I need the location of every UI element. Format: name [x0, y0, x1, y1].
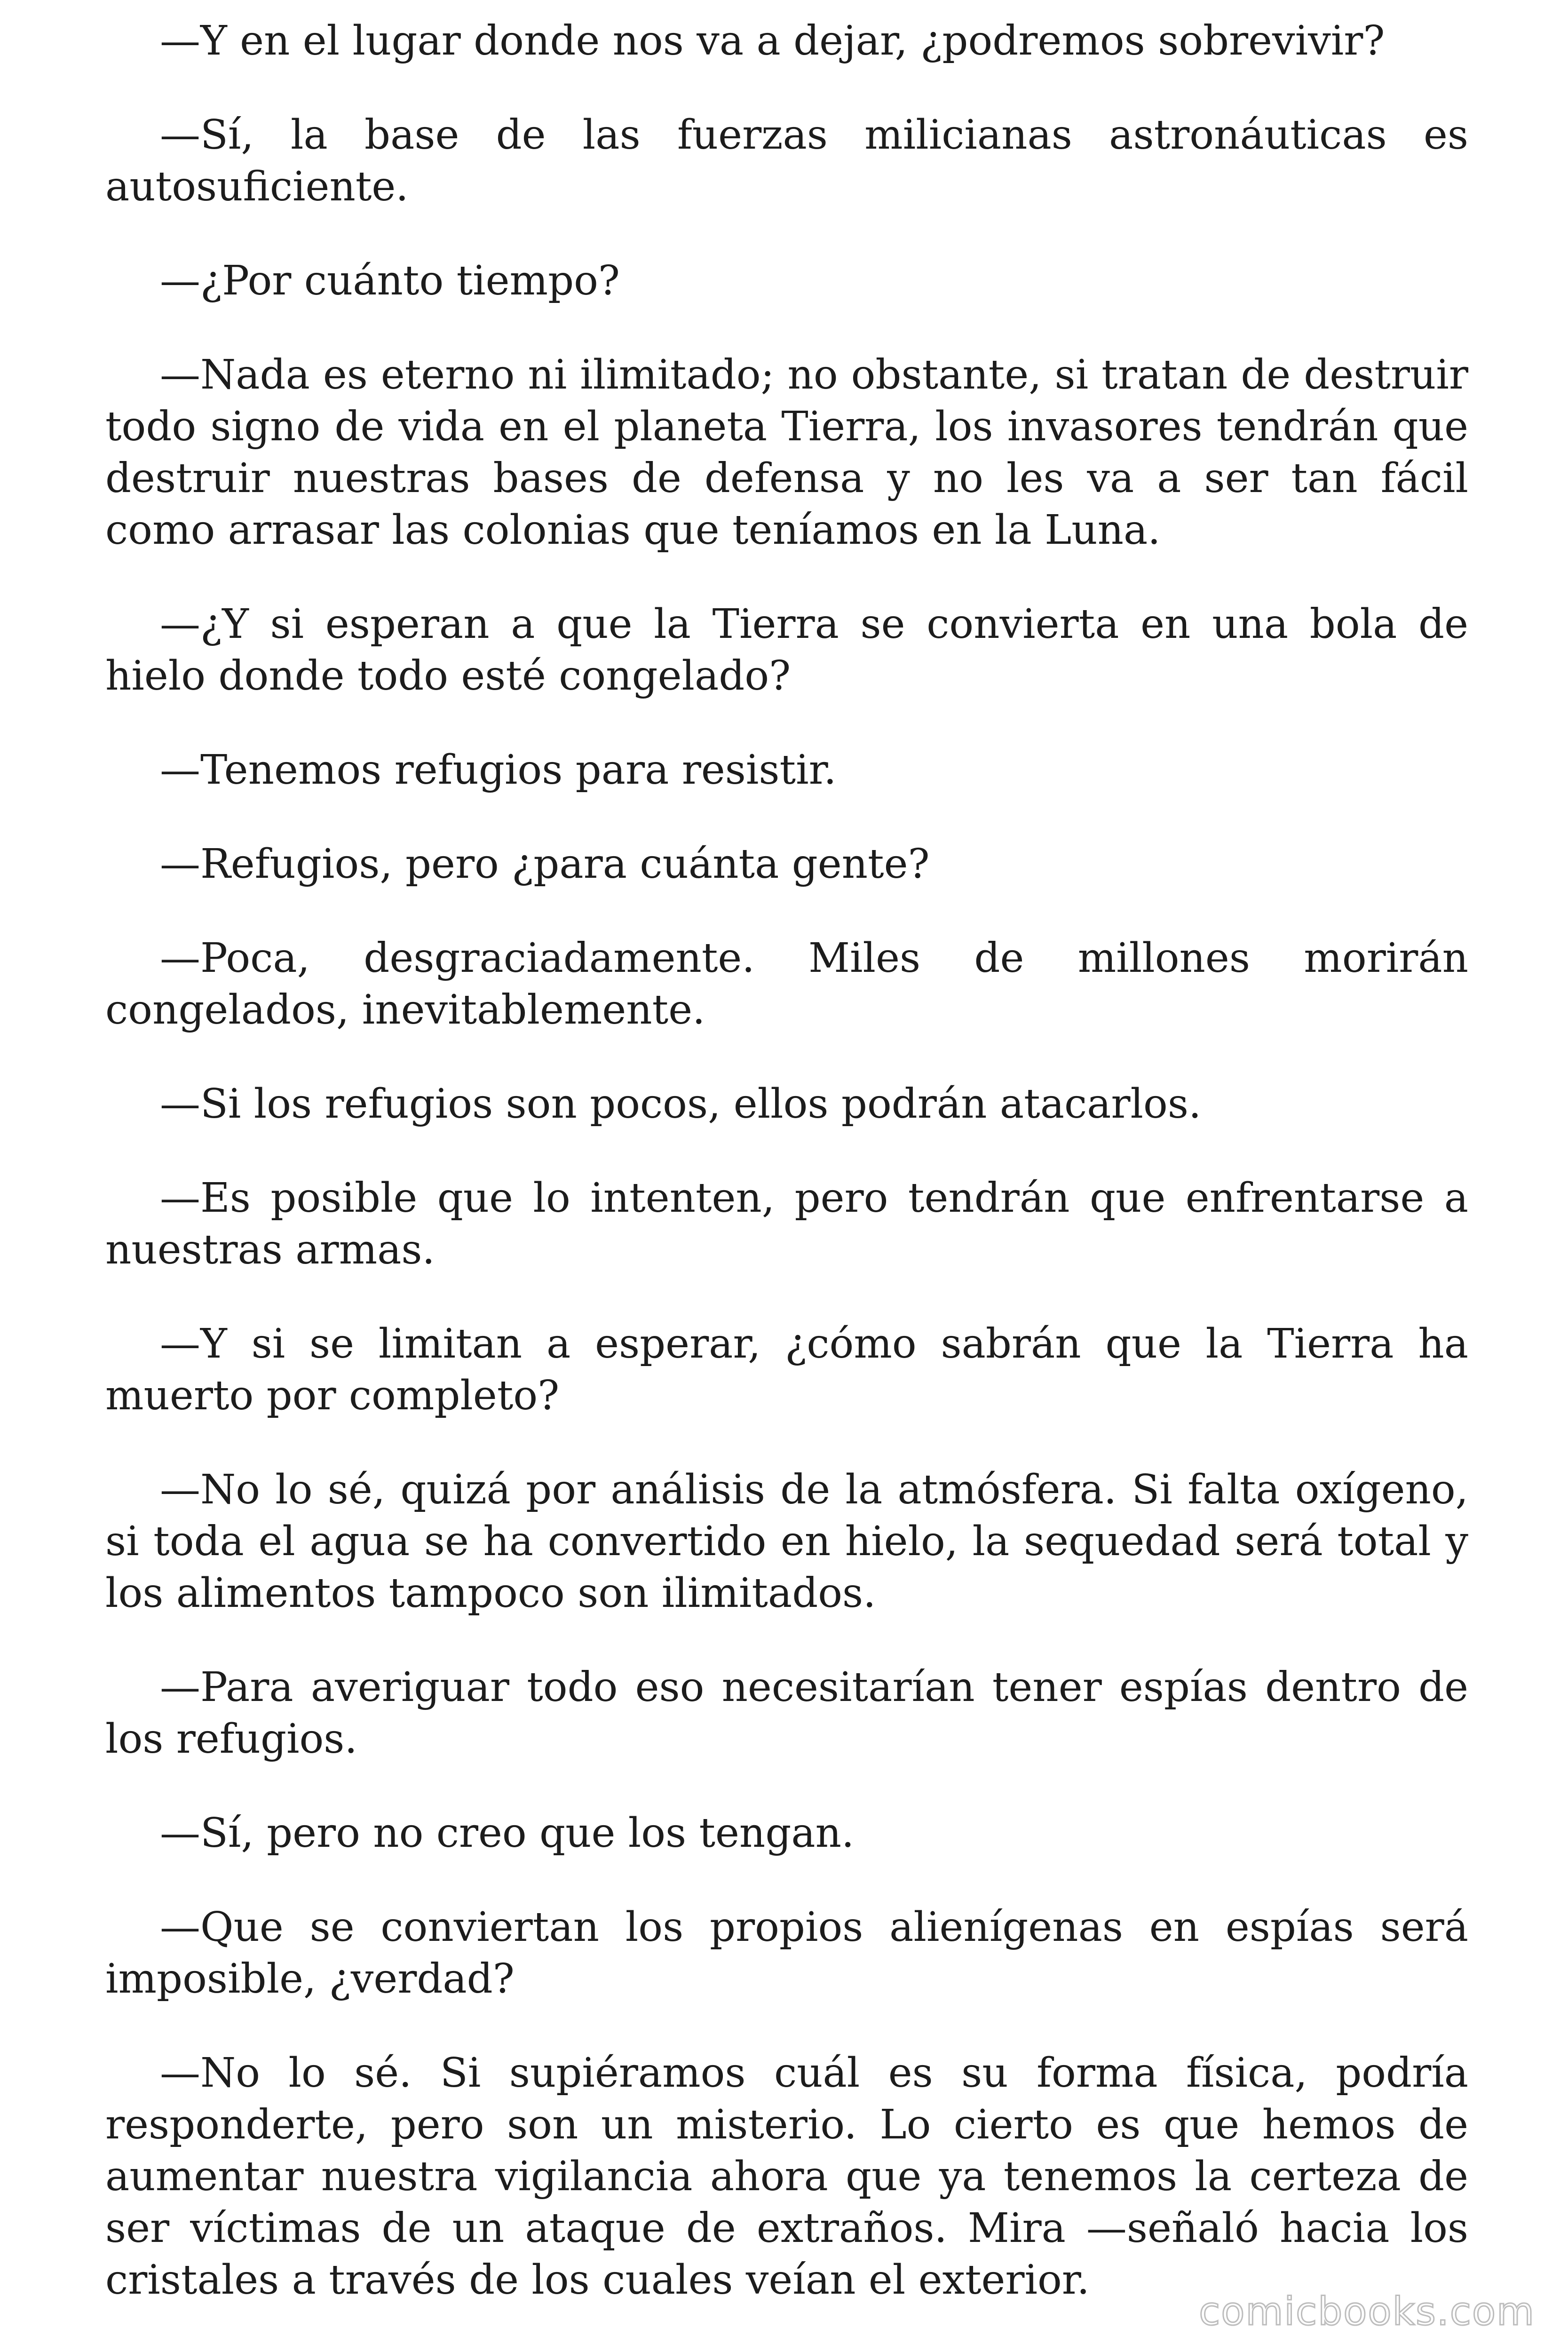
watermark-text: comicbooks.com	[1199, 2289, 1535, 2334]
paragraph-2: —Sí, la base de las fuerzas milicianas astronáuticas es autosuficiente.	[105, 111, 1468, 210]
paragraph-13: —Para averiguar todo eso necesitarían tener espías dentro de los refugios.	[105, 1664, 1468, 1763]
paragraph-14: —Sí, pero no creo que los tengan.	[160, 1810, 855, 1857]
paragraph-1: —Y en el lugar donde nos va a dejar, ¿podremos sobrevivir?	[160, 17, 1385, 64]
paragraph-6: —Tenemos refugios para resistir.	[160, 747, 837, 794]
paragraph-4: —Nada es eterno ni ilimitado; no obstante, si tratan de destruir todo signo de vida en el planeta Tierra, los invasores tendrán que destruir nuestras bases de defensa y no les va a ser tan fácil como arrasar las colonias que teníamos en la Luna.	[105, 351, 1468, 554]
paragraph-12: —No lo sé, quizá por análisis de la atmósfera. Si falta oxígeno, si toda el agua se ha convertido en hielo, la sequedad será total y los alimentos tampoco son ilimitados.	[105, 1466, 1468, 1617]
book-page-text	[105, 15, 1468, 2348]
paragraph-8: —Poca, desgraciadamente. Miles de millones morirán congelados, inevitablemente.	[105, 935, 1468, 1033]
paragraph-16: —No lo sé. Si supiéramos cuál es su forma física, podría responderte, pero son un misterio. Lo cierto es que hemos de aumentar nuestra vigilancia ahora que ya tenemos la certeza de ser víctimas de un ataque de extraños. Mira —señaló hacia los cristales a través de los cuales veían el exterior.	[105, 2050, 1468, 2304]
paragraph-7: —Refugios, pero ¿para cuánta gente?	[160, 841, 930, 888]
paragraph-10: —Es posible que lo intenten, pero tendrán que enfrentarse a nuestras armas.	[105, 1175, 1468, 1273]
paragraph-9: —Si los refugios son pocos, ellos podrán atacarlos.	[160, 1081, 1202, 1128]
paragraph-15: —Que se conviertan los propios alienígenas en espías será imposible, ¿verdad?	[105, 1904, 1468, 2002]
paragraph-11: —Y si se limitan a esperar, ¿cómo sabrán que la Tierra ha muerto por completo?	[105, 1320, 1468, 1419]
paragraph-5: —¿Y si esperan a que la Tierra se convierta en una bola de hielo donde todo esté congelado?	[105, 601, 1468, 699]
paragraph-3: —¿Por cuánto tiempo?	[160, 257, 620, 304]
